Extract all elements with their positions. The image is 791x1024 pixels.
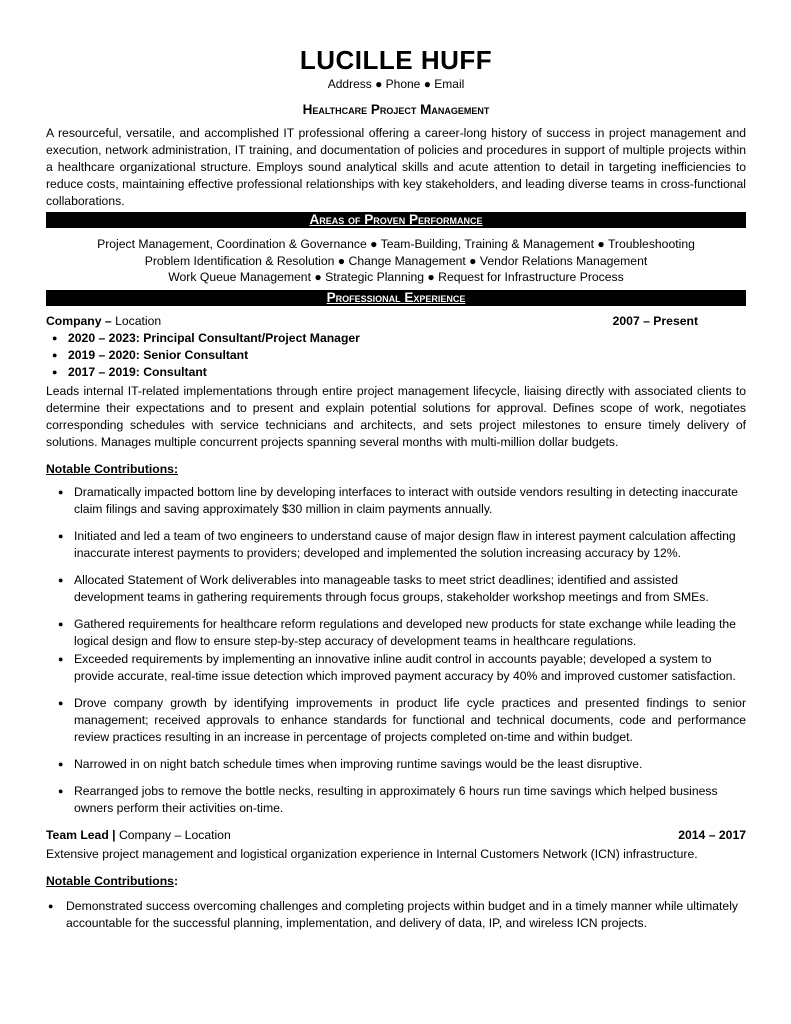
job-header <box>46 827 746 844</box>
contribution-item: ● Gathered requirements for healthcare reform regulations and developed new products for state exchange while leading the logical design and flow to ensure step-by-step accuracy of development teams in healthcare regulations. <box>74 616 746 650</box>
skills-line: Project Management, Coordination & Governance ● Team-Building, Training & Management ● Troubleshooting <box>97 237 695 251</box>
notable-contributions-heading <box>46 873 746 890</box>
headline: Healthcare Project Management <box>302 102 490 117</box>
job-dates: 2007 – Present <box>612 313 698 328</box>
section-header-experience <box>46 290 746 306</box>
section-title-areas: Areas of Proven Performance <box>309 212 483 227</box>
section-header-areas <box>46 212 746 228</box>
job-employer <box>46 313 161 330</box>
contribution-item: ● Exceeded requirements by implementing an innovative inline audit control in accounts payable; developed a system to provide accurate, real-time issue detection which improved payment accuracy by 40% and improved customer satisfaction. <box>74 651 746 685</box>
contribution-item: ● Narrowed in on night batch schedule times when improving runtime savings would be the least disruptive. <box>74 756 746 773</box>
job-employer <box>46 827 231 844</box>
contribution-item: ● Rearranged jobs to remove the bottle necks, resulting in approximately 6 hours run time savings which helped business owners perform their activities on-time. <box>74 783 746 817</box>
contributions-list <box>46 484 746 817</box>
contribution-item: ● Allocated Statement of Work deliverables into manageable tasks to meet strict deadlines; identified and assisted development teams in gathering requirements through focus groups, stakeholder workshop meetings and from SMEs. <box>74 572 746 606</box>
role-item: ● 2019 – 2020: Senior Consultant <box>68 347 746 364</box>
contribution-item: ● Dramatically impacted bottom line by developing interfaces to interact with outside vendors resulting in detecting inaccurate claim filings and saving approximately $30 million in claim payments annually. <box>74 484 746 518</box>
company-location: Location <box>111 313 162 328</box>
role-item: ● 2020 – 2023: Principal Consultant/Project Manager <box>68 330 746 347</box>
contact-line: Address ● Phone ● Email <box>327 77 465 91</box>
contribution-item: ● Drove company growth by identifying improvements in product life cycle practices and presented findings to senior management; received approvals to enhance standards for functional and technical documents, code and performance review practices resulting in an increase in percentage of projects completed on-time and within budget. <box>74 695 746 746</box>
job-description: Extensive project management and logistical organization experience in Internal Customers Network (ICN) infrastructure. <box>46 846 698 861</box>
job-dates: 2014 – 2017 <box>678 827 746 842</box>
skills-list <box>46 236 746 286</box>
job-header <box>46 313 746 330</box>
contribution-item: ● Demonstrated success overcoming challenges and completing projects within budget and in a timely manner while ultimately accountable for the successful planning, implementation, and delivery of data, IP, and wireless ICN projects. <box>66 898 746 932</box>
candidate-name: LUCILLE HUFF <box>299 45 493 75</box>
notable-contributions-heading: Notable Contributions: <box>46 461 179 476</box>
contribution-item: ● Initiated and led a team of two engineers to understand cause of major design flaw in interest payment calculation affecting inaccurate interest payments to providers; developed and implemented the solution increasing accuracy by 12%. <box>74 528 746 562</box>
contributions-list <box>46 898 746 932</box>
notable-label: Notable Contributions <box>46 873 174 888</box>
roles-list <box>46 330 746 381</box>
resume-page <box>46 44 746 932</box>
notable-colon: : <box>173 873 179 888</box>
role-item: ● 2017 – 2019: Consultant <box>68 364 746 381</box>
skills-line: Work Queue Management ● Strategic Planning ● Request for Infrastructure Process <box>168 270 624 284</box>
section-title-experience: Professional Experience <box>326 289 466 305</box>
job-description: Leads internal IT-related implementations through entire project management lifecycle, liaising directly with associated clients to determine their expectations and to present and explain potential solutions for approval. Defines scope of work, negotiates corresponding schedules with service technicians and architects, and sets project milestones to ensure timely delivery of solutions. Manages multiple concurrent projects spanning several months with multi-million dollar budgets. <box>46 383 746 449</box>
summary-paragraph: A resourceful, versatile, and accomplished IT professional offering a career-long history of success in project management and execution, network administration, IT training, and documentation of policies and procedures in support of multiple projects within a healthcare organizational structure. Employs sound analytical skills and acute attention to detail in targeting inefficiencies to reduce costs, maintaining effective professional relationships with key stakeholders, and leading diverse teams in cross-functional collaborations. <box>46 126 746 208</box>
job-title: Team Lead | <box>46 827 119 842</box>
skills-line: Problem Identification & Resolution ● Change Management ● Vendor Relations Management <box>144 253 648 268</box>
company-name: Company – <box>46 313 112 328</box>
company-location: Company – Location <box>118 827 231 842</box>
